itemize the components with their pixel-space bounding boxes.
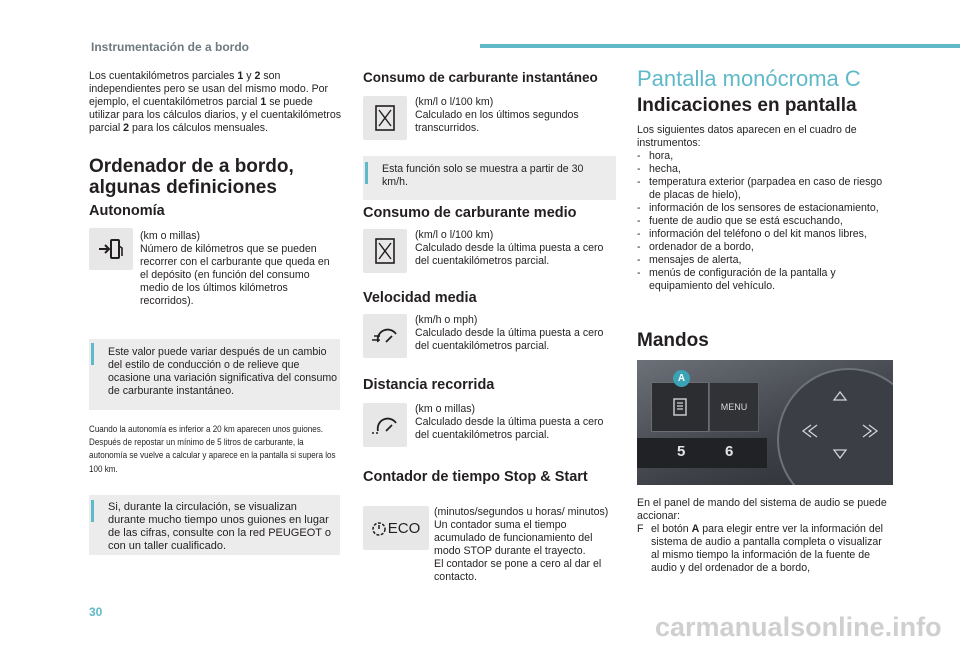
range-note: Cuando la autonomía es inferior a 20 km aparecen unos guiones. Después de repostar un mínimo de 5 litros de carburante, la autonomía se vuelve a calcular y aparece en la pantalla si supera los 100 km. bbox=[89, 423, 336, 474]
menu-button: MENU bbox=[709, 382, 759, 432]
stopstart-text: (minutos/segundos u horas/ minutos) Un contador suma el tiempo acumulado de funcionamiento del modo STOP durante el trayecto. El contador se pone a cero al dar el contacto. bbox=[434, 506, 609, 583]
section-header: Instrumentación de a bordo bbox=[91, 40, 250, 54]
velocidad-text: (km/h o mph) Calculado desde la última puesta a cero del cuentakilómetros parcial. bbox=[415, 314, 604, 352]
medio-title: Consumo de carburante medio bbox=[363, 205, 577, 221]
fuel-instant-icon bbox=[363, 96, 407, 140]
info-note-1: Este valor puede variar después de un cambio del estilo de conducción o de relieve que ocasione una variación significativa del consumo de carburante instantáneo. bbox=[89, 339, 340, 410]
indications-list: Los siguientes datos aparecen en el cuadro de instrumentos: - hora, - hecha, - temperatura exterior (parpadea en caso de riesgo de placas de hielo), - información de los sensores de estacionamiento, - fuente de audio que se está escuchando, - información del teléfono o del kit manos libres, - ordenador de a bordo, - mensajes de alerta, - menús de configuración de la pantalla y equipamiento del vehículo. bbox=[637, 124, 890, 293]
instant-note: Esta función solo se muestra a partir de 30 km/h. bbox=[363, 156, 616, 200]
instant-text: (km/l o l/100 km) Calculado en los últimos segundos transcurridos. bbox=[415, 96, 579, 134]
distance-icon bbox=[363, 403, 407, 447]
mandos-text: En el panel de mando del sistema de audio se puede accionar: F el botón A para elegir entre ver la información del sistema de audio a pantalla completa o visualizar al mismo tiempo la información de la fuente de audio y del ordenador de a bordo, bbox=[637, 497, 887, 574]
fuel-average-icon bbox=[363, 229, 407, 273]
distancia-text: (km o millas) Calculado desde la última puesta a cero del cuentakilómetros parcial. bbox=[415, 403, 604, 441]
computer-title: Ordenador de a bordo, algunas definiciones bbox=[89, 156, 294, 198]
watermark: carmanualsonline.info bbox=[655, 612, 942, 642]
mandos-title: Mandos bbox=[637, 330, 709, 351]
medio-text: (km/l o l/100 km) Calculado desde la última puesta a cero del cuentakilómetros parcial. bbox=[415, 229, 604, 267]
page-number: 30 bbox=[89, 605, 103, 619]
distancia-title: Distancia recorrida bbox=[363, 377, 495, 393]
stop-start-eco-icon: ECO bbox=[363, 506, 429, 550]
fuel-range-icon bbox=[89, 228, 133, 270]
speedometer-icon bbox=[363, 314, 407, 358]
velocidad-title: Velocidad media bbox=[363, 290, 477, 306]
display-c-title: Pantalla monócroma C bbox=[637, 66, 861, 91]
bullet-icon: F bbox=[637, 523, 644, 535]
label-a-badge: A bbox=[673, 370, 690, 387]
info-note-2: Si, durante la circulación, se visualizan durante mucho tiempo unos guiones en lugar de las cifras, consulte con la red PEUGEOT o con un taller cualificado. bbox=[89, 495, 340, 555]
header-rule bbox=[480, 44, 960, 48]
stopstart-title: Contador de tiempo Stop & Start bbox=[363, 469, 588, 485]
control-panel-photo bbox=[637, 360, 893, 485]
instant-title: Consumo de carburante instantáneo bbox=[363, 70, 598, 85]
autonomy-title: Autonomía bbox=[89, 203, 165, 219]
preset-buttons: 5 6 bbox=[637, 438, 767, 468]
button-a bbox=[651, 382, 709, 432]
indications-title: Indicaciones en pantalla bbox=[637, 95, 857, 116]
directional-pad bbox=[777, 368, 893, 485]
autonomy-text: (km o millas) Número de kilómetros que se pueden recorrer con el carburante que queda en el depósito (en función del consumo medio de los últimos kilómetros recorridos). bbox=[140, 230, 330, 307]
intro-paragraph: Los cuentakilómetros parciales 1 y 2 son independientes pero se usan del mismo modo. Por ejemplo, el cuentakilómetros parcial 1 se puede utilizar para los cálculos diarios, y el cuentakilómetros parcial 2 para los cálculos mensuales. bbox=[89, 70, 342, 134]
